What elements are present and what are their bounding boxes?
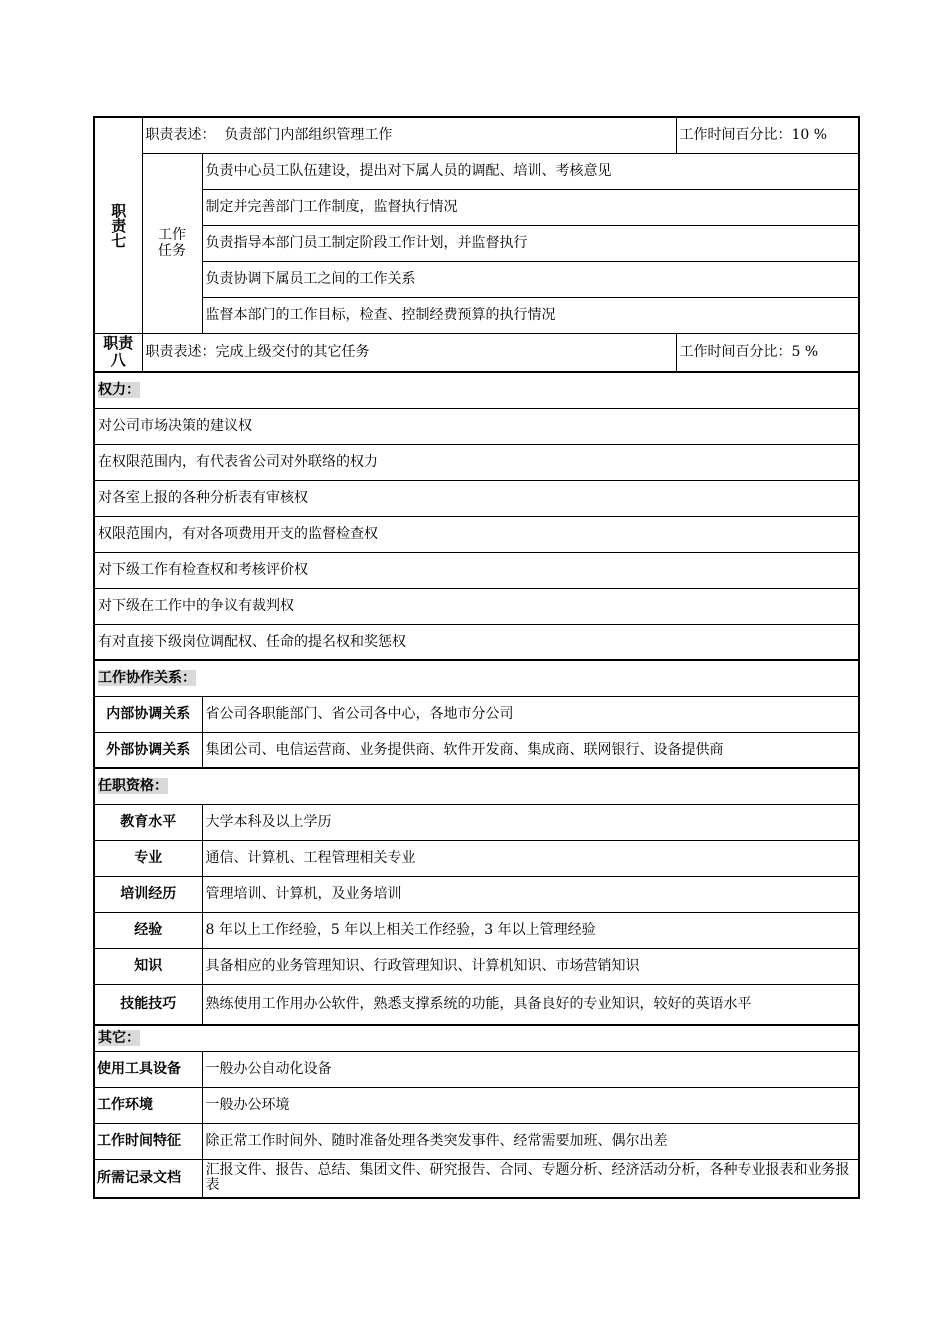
power-item: 有对直接下级岗位调配权、任命的提名权和奖惩权 [94, 624, 859, 660]
power-item: 对下级在工作中的争议有裁判权 [94, 588, 859, 624]
duty7-task-row [94, 297, 859, 333]
other-row [94, 1159, 859, 1198]
power-header-row [94, 372, 859, 408]
qualification-value: 8 年以上工作经验，5 年以上相关工作经验，3 年以上管理经验 [202, 912, 859, 948]
qualification-value: 大学本科及以上学历 [202, 804, 859, 840]
qualification-value: 通信、计算机、工程管理相关专业 [202, 840, 859, 876]
qualification-label: 培训经历 [94, 876, 202, 912]
other-title-text: 其它： [98, 1030, 140, 1047]
qualification-value: 熟练使用工作用办公软件，熟悉支撑系统的功能，具备良好的专业知识，较好的英语水平 [202, 984, 859, 1025]
other-value: 一般办公环境 [202, 1087, 859, 1123]
qualification-title [94, 768, 859, 804]
qualification-row [94, 912, 859, 948]
other-label: 工作时间特征 [94, 1123, 202, 1159]
qualification-row [94, 804, 859, 840]
cooperation-value: 集团公司、电信运营商、业务提供商、软件开发商、集成商、联网银行、设备提供商 [202, 732, 859, 768]
duty7-desc-row [94, 117, 859, 153]
cooperation-label: 内部协调关系 [94, 696, 202, 732]
duty8-desc-label: 职责表述： [145, 344, 216, 361]
duty7-pct: 工作时间百分比：10 % [676, 117, 859, 153]
duty7-desc-label: 职责表述： [145, 127, 216, 144]
qualification-label: 教育水平 [94, 804, 202, 840]
cooperation-row [94, 696, 859, 732]
job-description-document [93, 116, 858, 1199]
power-item: 权限范围内，有对各项费用开支的监督检查权 [94, 516, 859, 552]
other-value: 一般办公自动化设备 [202, 1051, 859, 1087]
duty8-label-text: 职责八 [103, 334, 134, 370]
power-title [94, 372, 859, 408]
duty7-label-text: 职责七 [109, 202, 128, 248]
other-row [94, 1123, 859, 1159]
duty8-desc-cell [142, 333, 676, 372]
qualification-row [94, 948, 859, 984]
qualification-label: 专业 [94, 840, 202, 876]
other-title [94, 1025, 859, 1051]
duty7-task-row [94, 261, 859, 297]
qualification-label: 经验 [94, 912, 202, 948]
cooperation-label: 外部协调关系 [94, 732, 202, 768]
qualification-label: 技能技巧 [94, 984, 202, 1025]
duty7-task-item: 制定并完善部门工作制度，监督执行情况 [202, 189, 859, 225]
duty7-label [94, 117, 142, 333]
duty7-task-item: 负责中心员工队伍建设，提出对下属人员的调配、培训、考核意见 [202, 153, 859, 189]
cooperation-title [94, 660, 859, 696]
duty8-label [94, 333, 142, 372]
other-row [94, 1087, 859, 1123]
duty7-tasks-label [142, 153, 202, 333]
qualification-label: 知识 [94, 948, 202, 984]
duty7-desc: 负责部门内部组织管理工作 [224, 127, 393, 144]
power-item: 在权限范围内，有代表省公司对外联络的权力 [94, 444, 859, 480]
other-label: 使用工具设备 [94, 1051, 202, 1087]
cooperation-header-row [94, 660, 859, 696]
job-description-table [93, 116, 860, 1199]
other-label: 工作环境 [94, 1087, 202, 1123]
other-header-row [94, 1025, 859, 1051]
power-item: 对各室上报的各种分析表有审核权 [94, 480, 859, 516]
qualification-row [94, 840, 859, 876]
power-title-text: 权力： [98, 382, 140, 399]
qualification-value: 具备相应的业务管理知识、行政管理知识、计算机知识、市场营销知识 [202, 948, 859, 984]
qualification-title-text: 任职资格： [98, 778, 168, 795]
duty8-pct: 工作时间百分比：5 % [676, 333, 859, 372]
other-value: 汇报文件、报告、总结、集团文件、研究报告、合同、专题分析、经济活动分析，各种专业报表和业务报表 [202, 1159, 859, 1198]
power-item: 对公司市场决策的建议权 [94, 408, 859, 444]
qualification-header-row [94, 768, 859, 804]
cooperation-title-text: 工作协作关系： [98, 670, 196, 687]
qualification-row [94, 984, 859, 1025]
duty8-row [94, 333, 859, 372]
other-label: 所需记录文档 [94, 1159, 202, 1198]
duty7-task-row [94, 189, 859, 225]
other-value: 除正常工作时间外、随时准备处理各类突发事件、经常需要加班、偶尔出差 [202, 1123, 859, 1159]
qualification-row [94, 876, 859, 912]
duty7-tasks-label-text: 工作任务 [158, 227, 186, 259]
duty7-task-item: 负责指导本部门员工制定阶段工作计划，并监督执行 [202, 225, 859, 261]
duty8-desc: 完成上级交付的其它任务 [215, 344, 370, 361]
duty7-desc-cell [142, 117, 676, 153]
qualification-value: 管理培训、计算机，及业务培训 [202, 876, 859, 912]
other-row [94, 1051, 859, 1087]
duty7-task-row [94, 225, 859, 261]
duty7-task-item: 负责协调下属员工之间的工作关系 [202, 261, 859, 297]
duty7-task-item: 监督本部门的工作目标，检查、控制经费预算的执行情况 [202, 297, 859, 333]
power-item: 对下级工作有检查权和考核评价权 [94, 552, 859, 588]
cooperation-value: 省公司各职能部门、省公司各中心，各地市分公司 [202, 696, 859, 732]
cooperation-row [94, 732, 859, 768]
duty7-task-row [94, 153, 859, 189]
